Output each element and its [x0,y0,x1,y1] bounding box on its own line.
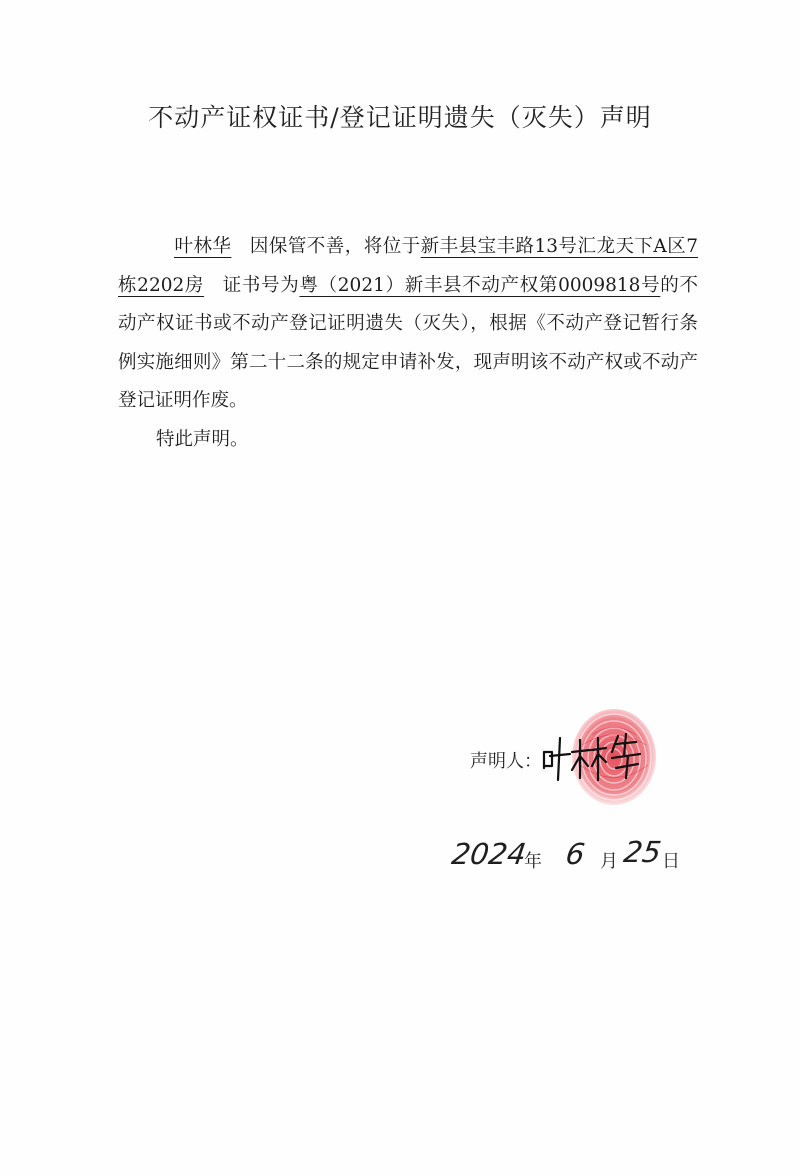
property-address: 新丰县宝丰路13号汇龙天下A区7栋2202房 [118,236,698,296]
underlined-person-name [156,236,249,257]
certificate-number: 粤（2021）新丰县不动产权第0009818号 [299,274,661,296]
handwritten-signature [536,726,666,786]
date-year: 2024 [449,837,529,871]
statement-text-1: 因保管不善，将位于 [249,236,421,257]
date-day-label: 日 [662,851,680,872]
declarant-label: 声明人： [470,751,542,772]
statement-body [118,228,698,459]
date-row [448,835,708,885]
date-month-label: 月 [600,851,618,872]
statement-text-2: 证书号为 [222,274,300,296]
date-month: 6 [563,837,587,871]
statement-text-3: 的不动产权证书或不动产登记证明遗失（灭失），根据《不动产登记暂行条例实施细则》第二十二条的规定申请补发，现声明该不动产权或不动产登记证明作废。 [118,274,698,411]
statement-paragraph [118,228,698,421]
date-year-label: 年 [524,851,542,872]
person-name: 叶林华 [174,236,232,257]
date-day: 25 [621,835,664,869]
closing-line: 特此声明。 [156,428,249,450]
page-title: 不动产证权证书/登记证明遗失（灭失）声明 [148,103,652,132]
